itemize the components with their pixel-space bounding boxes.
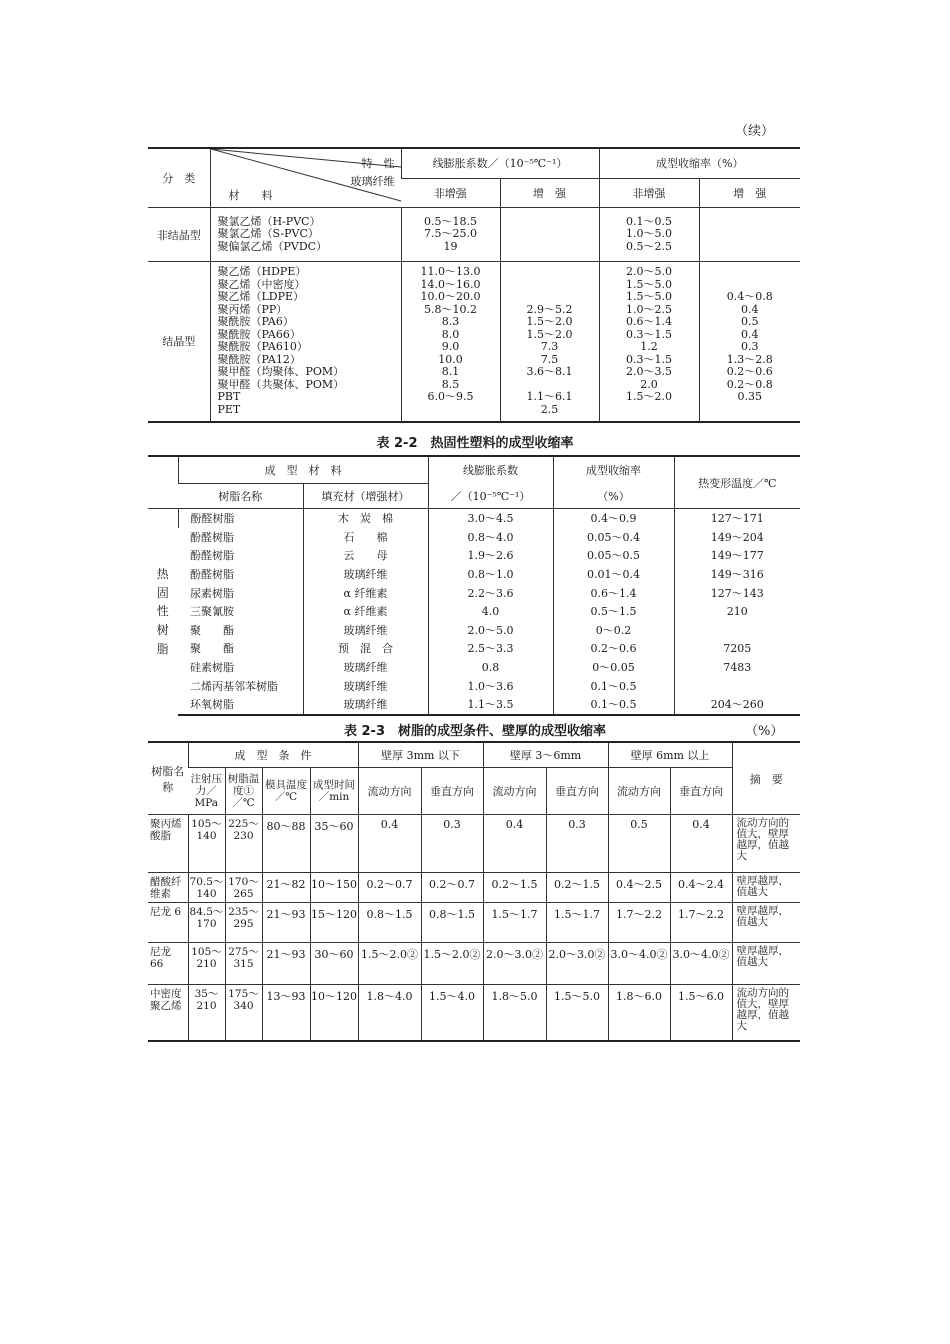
expansion-cell: 4.0 — [428, 602, 553, 621]
value: 9.0 — [441, 340, 460, 354]
value: 0.4 — [741, 302, 759, 316]
value: 2.0～3.5 — [626, 365, 673, 379]
category-crystalline: 结晶型 — [148, 262, 210, 422]
material-name: PBT — [217, 390, 241, 404]
shrinkage-cell: 0～0.2 — [553, 621, 674, 640]
shrinkage-cell: 0.6～1.4 — [553, 583, 674, 602]
shrinkage-cell: 0.2～1.5 — [546, 873, 608, 903]
header-molding-time: 成型时间／min — [310, 768, 358, 815]
filler-cell: 玻璃纤维 — [303, 695, 428, 715]
table-row — [148, 602, 800, 621]
header-perpendicular: 垂直方向 — [546, 768, 608, 815]
shrinkage-cell: 0.5 — [608, 815, 670, 873]
heat-deflection-cell: 7483 — [674, 658, 800, 677]
table-row — [148, 985, 800, 1041]
resin-name-cell: 聚 酯 — [190, 642, 234, 656]
header-reinforced: 增 强 — [699, 178, 800, 208]
shrinkage-cell: 1.5～1.7 — [546, 903, 608, 943]
value: 1.2 — [640, 340, 658, 354]
value: 7.3 — [540, 340, 559, 354]
shrinkage-cell: 0.8～1.5 — [421, 903, 483, 943]
value: 10.0 — [438, 352, 463, 366]
shrinkage-cell: 3.0～4.0② — [670, 943, 732, 985]
table-row — [148, 621, 800, 640]
shrinkage-cell: 1.8～5.0 — [483, 985, 546, 1041]
table-row — [148, 943, 800, 985]
table-2-3-caption: 表 2-3 树脂的成型条件、壁厚的成型收缩率 — [343, 724, 606, 739]
table-row — [148, 509, 800, 528]
resin-name-cell: 酚醛树脂 — [190, 549, 234, 563]
header-flow: 流动方向 — [608, 768, 670, 815]
shrinkage-cell: 0.4～2.4 — [670, 873, 732, 903]
filler-cell: 预 混 合 — [303, 639, 428, 658]
table-row — [148, 546, 800, 565]
resin-name-cell: 环氧树脂 — [178, 695, 303, 715]
value: 10.0～20.0 — [420, 290, 481, 304]
header-perpendicular: 垂直方向 — [421, 768, 483, 815]
shrinkage-cell: 0.4～2.5 — [608, 873, 670, 903]
header-expansion: 线膨胀系数 — [428, 456, 553, 484]
shrinkage-cell: 0.2～0.7 — [358, 873, 421, 903]
expansion-cell: 1.0～3.6 — [428, 676, 553, 695]
value: 1.5～2.0 — [526, 327, 573, 341]
category-char: 性 — [156, 604, 169, 619]
value: 7.5 — [540, 352, 559, 366]
header-injection-pressure: 注射压力／MPa — [188, 768, 225, 815]
resin-temp-cell: 170～265 — [225, 873, 262, 903]
resin-name-cell: 醋酸纤维素 — [148, 873, 188, 903]
resin-name-cell: 二烯丙基邻苯树脂 — [190, 679, 278, 693]
filler-cell: 玻璃纤维 — [303, 676, 428, 695]
heat-deflection-cell — [674, 621, 800, 640]
material-name: 聚乙烯（中密度） — [217, 277, 306, 291]
value: 0.3～1.5 — [626, 327, 673, 341]
value: 0.2～0.6 — [726, 365, 773, 379]
table-row — [148, 873, 800, 903]
value: 7.5～25.0 — [424, 227, 477, 241]
time-cell: 10～150 — [310, 873, 358, 903]
header-filler: 填充材（增强材） — [303, 484, 428, 509]
category-char: 脂 — [156, 641, 169, 656]
resin-temp-cell: 275～315 — [225, 943, 262, 985]
empty-cell — [148, 456, 178, 509]
material-name: 聚乙烯（HDPE） — [217, 265, 307, 279]
shrinkage-reinforced-values — [699, 262, 800, 422]
resin-name-cell: 尿素树脂 — [190, 586, 234, 600]
value: 0.4～0.8 — [726, 290, 773, 304]
value: 1.5～5.0 — [626, 277, 673, 291]
mold-temp-cell: 21～93 — [262, 943, 310, 985]
shrinkage-cell: 1.8～6.0 — [608, 985, 670, 1041]
heat-deflection-cell: 204～260 — [674, 695, 800, 715]
expansion-cell: 0.8 — [428, 658, 553, 677]
filler-cell: 玻璃纤维 — [303, 565, 428, 584]
filler-cell: 木 炭 棉 — [303, 509, 428, 528]
shrinkage-cell: 0.3 — [421, 815, 483, 873]
mold-temp-cell: 80～88 — [262, 815, 310, 873]
mold-temp-cell: 21～93 — [262, 903, 310, 943]
header-material: 材 料 — [228, 189, 273, 202]
shrinkage-cell: 0.01～0.4 — [553, 565, 674, 584]
header-heat-deflection: 热变形温度／℃ — [674, 456, 800, 509]
shrinkage-cell: 1.5～2.0② — [421, 943, 483, 985]
thermoplastic-table — [148, 147, 800, 423]
expansion-cell: 1.1～3.5 — [428, 695, 553, 715]
header-wall-mid: 壁厚 3～6mm — [483, 742, 608, 768]
value: 1.0～5.0 — [626, 227, 673, 241]
value: 0.5～2.5 — [626, 239, 673, 253]
pressure-cell: 84.5～170 — [188, 903, 225, 943]
value: 6.0～9.5 — [427, 390, 474, 404]
table-row — [148, 528, 800, 547]
material-name: 聚酰胺（PA6） — [217, 315, 294, 329]
material-name: 聚氯乙烯（S-PVC） — [217, 227, 319, 241]
value: 0.6～1.4 — [626, 315, 673, 329]
header-wall-thin: 壁厚 3mm 以下 — [358, 742, 483, 768]
pressure-cell: 105～210 — [188, 943, 225, 985]
header-non-reinforced: 非增强 — [599, 178, 699, 208]
resin-temp-cell: 235～295 — [225, 903, 262, 943]
header-perpendicular: 垂直方向 — [670, 768, 732, 815]
heat-deflection-cell: 149～177 — [674, 546, 800, 565]
expansion-cell: 0.8～4.0 — [428, 528, 553, 547]
filler-cell: 玻璃纤维 — [303, 658, 428, 677]
header-resin-temp: 树脂温度①／℃ — [225, 768, 262, 815]
table-row — [148, 815, 800, 873]
table-2-2-caption: 表 2-2 热固性塑料的成型收缩率 — [376, 436, 574, 451]
value: 5.8～10.2 — [424, 302, 477, 316]
expansion-reinforced-values — [500, 262, 599, 422]
time-cell: 15～120 — [310, 903, 358, 943]
resin-temp-cell: 225～230 — [225, 815, 262, 873]
shrinkage-cell: 0.4～0.9 — [553, 509, 674, 528]
resin-name-cell: 尼龙 66 — [148, 943, 188, 985]
material-names — [210, 262, 401, 422]
value: 0.2～0.8 — [726, 377, 773, 391]
value: 0.3～1.5 — [626, 352, 673, 366]
shrinkage-cell: 1.5～6.0 — [670, 985, 732, 1041]
value — [700, 404, 801, 417]
shrinkage-cell: 0.1～0.5 — [553, 676, 674, 695]
header-glass-fiber: 玻璃纤维 — [350, 175, 395, 188]
shrinkage-cell: 0.1～0.5 — [553, 695, 674, 715]
table-row — [148, 583, 800, 602]
value: 0.5 — [741, 315, 759, 329]
value: 1.5～5.0 — [626, 290, 673, 304]
resin-name-cell: 酚醛树脂 — [190, 568, 234, 582]
table-row — [148, 695, 800, 715]
header-non-reinforced: 非增强 — [401, 178, 500, 208]
filler-cell: 石 棉 — [303, 528, 428, 547]
shrinkage-cell: 0.8～1.5 — [358, 903, 421, 943]
resin-temp-cell: 175～340 — [225, 985, 262, 1041]
shrinkage-values — [599, 208, 699, 262]
header-summary: 摘 要 — [732, 742, 800, 815]
material-name: 聚酰胺（PA610） — [217, 340, 308, 354]
shrinkage-cell: 1.8～4.0 — [358, 985, 421, 1041]
summary-cell: 壁厚越厚，值越大 — [732, 873, 800, 903]
shrinkage-cell: 0.4 — [483, 815, 546, 873]
empty-cell — [699, 208, 800, 262]
continued-label: （续） — [735, 124, 775, 139]
value: 0.4 — [741, 327, 759, 341]
header-expansion-unit: ／（10⁻⁵℃⁻¹） — [428, 484, 553, 509]
pressure-cell: 70.5～140 — [188, 873, 225, 903]
value: 1.0～2.5 — [626, 302, 673, 316]
heat-deflection-cell: 7205 — [674, 639, 800, 658]
resin-name-cell: 酚醛树脂 — [178, 509, 303, 528]
summary-cell: 壁厚越厚，值越大 — [732, 943, 800, 985]
value: 14.0～16.0 — [420, 277, 481, 291]
value: 8.1 — [441, 365, 460, 379]
shrinkage-cell: 1.7～2.2 — [670, 903, 732, 943]
expansion-values — [401, 208, 500, 262]
header-resin-name: 树脂名称 — [148, 742, 188, 815]
header-shrinkage: 成型收缩率 — [553, 456, 674, 484]
material-name: 聚酰胺（PA12） — [217, 352, 301, 366]
value: 0.35 — [737, 390, 763, 404]
filler-cell: 云 母 — [303, 546, 428, 565]
heat-deflection-cell: 149～316 — [674, 565, 800, 584]
shrinkage-cell: 1.5～4.0 — [421, 985, 483, 1041]
shrinkage-cell: 0.5～1.5 — [553, 602, 674, 621]
heat-deflection-cell: 149～204 — [674, 528, 800, 547]
value: 0.1～0.5 — [626, 214, 673, 228]
header-flow: 流动方向 — [358, 768, 421, 815]
value: 19 — [443, 239, 458, 253]
table-2-3-unit: （%） — [745, 724, 784, 739]
value: 1.5～2.0 — [526, 315, 573, 329]
table-row — [148, 565, 800, 584]
shrinkage-cell: 0.05～0.4 — [553, 528, 674, 547]
shrinkage-cell: 3.0～4.0② — [608, 943, 670, 985]
resin-name-cell: 中密度聚乙烯 — [148, 985, 188, 1041]
material-name: PET — [217, 402, 241, 416]
resin-name-cell: 硅素树脂 — [190, 661, 234, 675]
value: 8.3 — [441, 315, 460, 329]
value: 0.5～18.5 — [424, 214, 477, 228]
filler-cell: α 纤维素 — [303, 602, 428, 621]
shrinkage-cell: 0.2～0.6 — [553, 639, 674, 658]
filler-cell: 玻璃纤维 — [303, 621, 428, 640]
shrinkage-cell: 2.0～3.0② — [483, 943, 546, 985]
material-name: 聚甲醛（共聚体、POM） — [217, 377, 345, 391]
value: 0.3 — [741, 340, 759, 354]
thermoset-table — [148, 455, 800, 716]
value: 1.1～6.1 — [526, 390, 573, 404]
value — [501, 266, 599, 279]
table-row — [148, 658, 800, 677]
value: 2.5 — [540, 402, 559, 416]
filler-cell: α 纤维素 — [303, 583, 428, 602]
expansion-cell: 3.0～4.5 — [428, 509, 553, 528]
expansion-cell: 1.9～2.6 — [428, 546, 553, 565]
shrinkage-cell: 0.2～1.5 — [483, 873, 546, 903]
summary-cell: 流动方向的值大，壁厚越厚，值越大 — [732, 985, 800, 1041]
shrinkage-cell: 1.5～5.0 — [546, 985, 608, 1041]
table-row — [148, 676, 800, 695]
value: 1.3～2.8 — [726, 352, 773, 366]
expansion-cell: 2.0～5.0 — [428, 621, 553, 640]
shrinkage-cell: 1.5～2.0② — [358, 943, 421, 985]
resin-name-cell: 三聚氰胺 — [190, 605, 234, 619]
header-resin-name: 树脂名称 — [178, 484, 303, 509]
value: 8.5 — [441, 377, 460, 391]
value: 2.0 — [640, 377, 658, 391]
mold-temp-cell: 13～93 — [262, 985, 310, 1041]
shrinkage-cell: 0.4 — [670, 815, 732, 873]
header-mold-temp: 模具温度／℃ — [262, 768, 310, 815]
diagonal-header-cell — [210, 148, 401, 208]
header-category: 分 类 — [148, 148, 210, 208]
header-expansion: 线膨胀系数／（10⁻⁵℃⁻¹） — [401, 148, 599, 178]
category-char: 热 — [156, 567, 169, 582]
value — [700, 266, 801, 279]
material-name: 聚氯乙烯（H-PVC） — [217, 214, 321, 228]
heat-deflection-cell: 210 — [674, 602, 800, 621]
value — [501, 291, 599, 304]
pressure-cell: 105～140 — [188, 815, 225, 873]
summary-cell: 流动方向的值大，壁厚越厚，值越大 — [732, 815, 800, 873]
material-name: 聚甲醛（均聚体、POM） — [217, 365, 345, 379]
header-shrinkage: 成型收缩率（%） — [599, 148, 800, 178]
shrinkage-cell: 0.05～0.5 — [553, 546, 674, 565]
material-name: 聚酰胺（PA66） — [217, 327, 301, 341]
value: 8.0 — [441, 327, 460, 341]
expansion-non-reinforced-values — [401, 262, 500, 422]
header-property: 特 性 — [361, 157, 395, 170]
category-char: 固 — [156, 585, 169, 600]
expansion-cell: 2.2～3.6 — [428, 583, 553, 602]
value: 1.5～2.0 — [626, 390, 673, 404]
shrinkage-cell: 0.2～0.7 — [421, 873, 483, 903]
material-name: 聚偏氯乙烯（PVDC） — [217, 239, 328, 253]
category-char: 树 — [156, 623, 169, 638]
heat-deflection-cell: 127～171 — [674, 509, 800, 528]
mold-temp-cell: 21～82 — [262, 873, 310, 903]
value: 11.0～13.0 — [420, 265, 481, 279]
header-flow: 流动方向 — [483, 768, 546, 815]
header-wall-thick: 壁厚 6mm 以上 — [608, 742, 732, 768]
table-row — [148, 639, 800, 658]
value — [402, 404, 500, 417]
resin-name-cell: 尼龙 6 — [148, 903, 188, 943]
header-molding-conditions: 成 型 条 件 — [188, 742, 358, 768]
value — [600, 404, 699, 417]
molding-conditions-table — [148, 741, 800, 1042]
empty-cell — [500, 208, 599, 262]
value: 3.6～8.1 — [526, 365, 573, 379]
pressure-cell: 35～210 — [188, 985, 225, 1041]
resin-name-cell: 聚 酯 — [190, 623, 234, 637]
material-name: 聚乙烯（LDPE） — [217, 290, 305, 304]
expansion-cell: 2.5～3.3 — [428, 639, 553, 658]
value: 2.0～5.0 — [626, 265, 673, 279]
shrinkage-cell: 2.0～3.0② — [546, 943, 608, 985]
resin-name-cell: 酚醛树脂 — [190, 530, 234, 544]
time-cell: 10～120 — [310, 985, 358, 1041]
time-cell: 35～60 — [310, 815, 358, 873]
header-reinforced: 增 强 — [500, 178, 599, 208]
shrinkage-cell: 0.3 — [546, 815, 608, 873]
shrinkage-cell: 1.5～1.7 — [483, 903, 546, 943]
heat-deflection-cell: 127～143 — [674, 583, 800, 602]
shrinkage-cell: 0.4 — [358, 815, 421, 873]
category-amorphous: 非结晶型 — [148, 208, 210, 262]
header-shrinkage-unit: （%） — [553, 484, 674, 509]
heat-deflection-cell — [674, 676, 800, 695]
time-cell: 30～60 — [310, 943, 358, 985]
header-molding-material: 成 型 材 料 — [178, 456, 428, 484]
resin-name-cell: 聚丙烯酸脂 — [148, 815, 188, 873]
material-names — [210, 208, 401, 262]
material-name: 聚丙烯（PP） — [217, 302, 288, 316]
shrinkage-cell: 1.7～2.2 — [608, 903, 670, 943]
shrinkage-non-reinforced-values — [599, 262, 699, 422]
expansion-cell: 0.8～1.0 — [428, 565, 553, 584]
value: 2.9～5.2 — [526, 302, 573, 316]
summary-cell: 壁厚越厚，值越大 — [732, 903, 800, 943]
table-row — [148, 903, 800, 943]
shrinkage-cell: 0～0.05 — [553, 658, 674, 677]
category-thermoset — [148, 509, 178, 715]
